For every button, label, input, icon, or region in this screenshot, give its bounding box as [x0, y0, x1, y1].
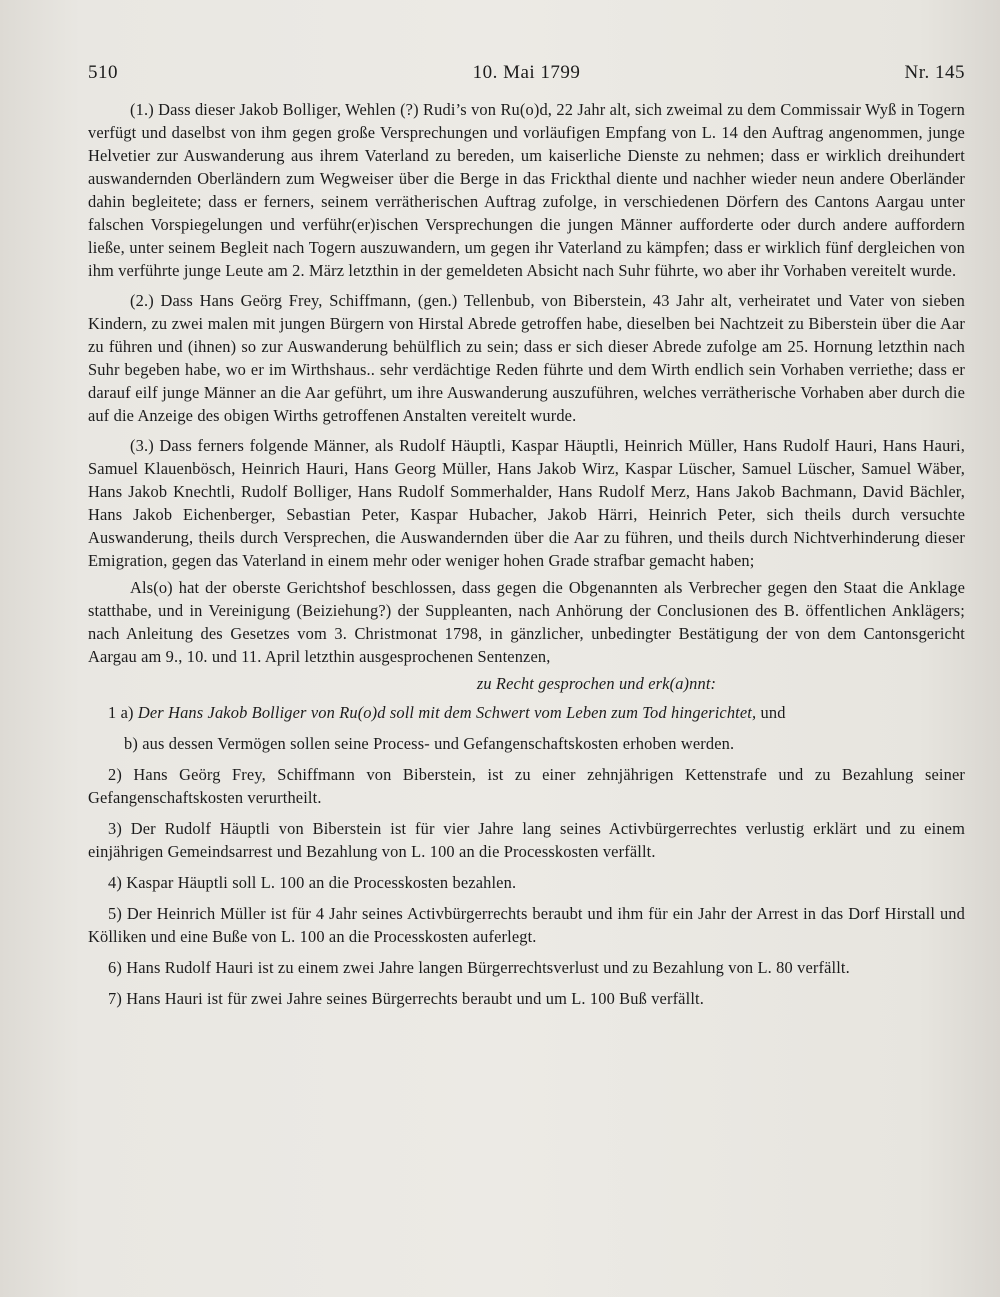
verdict-item-7: 7) Hans Hauri ist für zwei Jahre seines Bürgerrechts beraubt und um L. 100 Buß verfällt.: [108, 989, 704, 1008]
verdict-item-1a-number: 1 a): [108, 703, 134, 722]
page-number: 510: [88, 62, 118, 83]
paragraph-resolution: Als(o) hat der oberste Gerichtshof beschlossen, dass gegen die Obgenannten als Verbrecher gegen den Staat die Anklage statthabe, und in Vereinigung (Beiziehung?) der Suppleanten, nach Anhörung der Conclusionen des B. öffentlichen Anklägers; nach Anleitung des Gesetzes vom 3. Christmonat 1798, in gänzlicher, unbedingter Bestätigung der von dem Cantonsgericht Aargau am 9., 10. und 11. April letzthin ausgesprochenen Sentenzen,: [88, 578, 965, 666]
verdict-item-1b-number: b): [124, 734, 138, 753]
verdict-item-6: 6) Hans Rudolf Hauri ist zu einem zwei Jahre langen Bürgerrechtsverlust und zu Bezahlung von L. 80 verfällt.: [108, 958, 850, 977]
page-header: [88, 62, 965, 88]
verdict-item-3: 3) Der Rudolf Häuptli von Biberstein ist für vier Jahre lang seines Activbürgerrechtes verlustig erklärt und zu einem einjährigen Gemeindsarrest und Bezahlung von L. 100 an die Processkosten verfällt.: [88, 819, 965, 861]
verdict-item-2: 2) Hans Geörg Frey, Schiffmann von Biberstein, ist zu einer zehnjährigen Kettenstrafe und zu Bezahlung seiner Gefangenschaftskosten verurtheilt.: [88, 765, 965, 807]
verdict-item-1a: [88, 701, 965, 724]
verdict-heading: zu Recht gesprochen und erk(a)nnt:: [476, 674, 717, 693]
verdict-item-1b: [88, 732, 965, 755]
verdict-item-1b-text: aus dessen Vermögen sollen seine Process- und Gefangenschaftskosten erhoben werden.: [142, 734, 735, 753]
paragraph-charge-2: (2.) Dass Hans Geörg Frey, Schiffmann, (gen.) Tellenbub, von Biberstein, 43 Jahr alt, verheiratet und Vater von sieben Kindern, zu zwei malen mit jungen Bürgern von Hirstal Abrede getroffen habe, dieselben bei Nachtzeit zu Biberstein über die Aar zu führen und (ihnen) so zur Auswanderung behülflich zu sein; dass er sich dieser Abrede zufolge am 25. Hornung letzthin nach Suhr begeben habe, wo er im Wirthshaus.. sehr verdächtige Reden führte und dem Wirth endlich sein Vorhaben verriethe; dass er darauf eilf junge Männer an die Aar geführt, um ihre Auswanderung auszuführen, welches verrätherische Vorhaben aber durch die auf die Anzeige des obigen Wirths getroffenen Anstalten vereitelt wurde.: [88, 291, 965, 425]
header-date: 10. Mai 1799: [472, 62, 581, 83]
document-body: [88, 98, 965, 1018]
verdict-item-4: 4) Kaspar Häuptli soll L. 100 an die Processkosten bezahlen.: [108, 873, 517, 892]
paragraph-charge-3: (3.) Dass ferners folgende Männer, als Rudolf Häuptli, Kaspar Häuptli, Heinrich Müller, Hans Rudolf Hauri, Hans Hauri, Samuel Klauenbösch, Heinrich Hauri, Hans Georg Müller, Hans Jakob Wirz, Kaspar Lüscher, Samuel Lüscher, Samuel Wäber, Hans Jakob Knechtli, Rudolf Bolliger, Hans Rudolf Sommerhalder, Hans Rudolf Merz, Hans Jakob Bachmann, David Bächler, Hans Jakob Eichenberger, Sebastian Peter, Kaspar Hubacher, Jakob Härri, Heinrich Peter, sich theils durch versuchte Auswanderung, theils durch Versprechen, die Auswandernden über die Aar zu führen, und theils durch Nichtverhinderung dieser Emigration, gegen das Vaterland in einem mehr oder weniger hohen Grade strafbar gemacht haben;: [88, 436, 965, 570]
verdict-item-5: 5) Der Heinrich Müller ist für 4 Jahr seines Activbürgerrechts beraubt und ihm für ein Jahr der Arrest in das Dorf Hirstall und Kölliken und eine Buße von L. 100 an die Processkosten auferlegt.: [88, 904, 965, 946]
verdict-item-1a-text: Der Hans Jakob Bolliger von Ru(o)d soll mit dem Schwert vom Leben zum Tod hingerichtet,: [137, 703, 757, 722]
paragraph-charge-1: (1.) Dass dieser Jakob Bolliger, Wehlen (?) Rudi’s von Ru(o)d, 22 Jahr alt, sich zweimal zu dem Commissair Wyß in Togern verfügt und daselbst von ihm gegen große Versprechungen und vorläufigen Empfang von L. 14 den Auftrag angenommen, junge Helvetier zur Auswanderung aus ihrem Vaterland zu bereden, um kaiserliche Dienste zu nehmen; dass er wirklich dreihundert auswandernden Oberländern zum Wegweiser über die Berge in das Frickthal diente und nachher wieder neun andere Oberländer dahin begleitete; dass er ferners, seinem verrätherischen Auftrag zufolge, in verschiedenen Dörfern des Cantons Aargau unter falschen Vorspiegelungen und verführ(er)ischen Versprechungen die jungen Männer aufforderte oder durch andere auffordern ließe, unter seinem Begleit nach Togern auszuwandern, um gegen ihr Vaterland zu kämpfen; dass er wirklich fünf dergleichen von ihm verführte junge Leute am 2. März letzthin in der gemeldeten Absicht nach Suhr führte, wo aber ihr Vorhaben vereitelt wurde.: [88, 100, 965, 280]
verdict-item-1a-tail: und: [760, 703, 786, 722]
document-number: Nr. 145: [904, 62, 965, 83]
